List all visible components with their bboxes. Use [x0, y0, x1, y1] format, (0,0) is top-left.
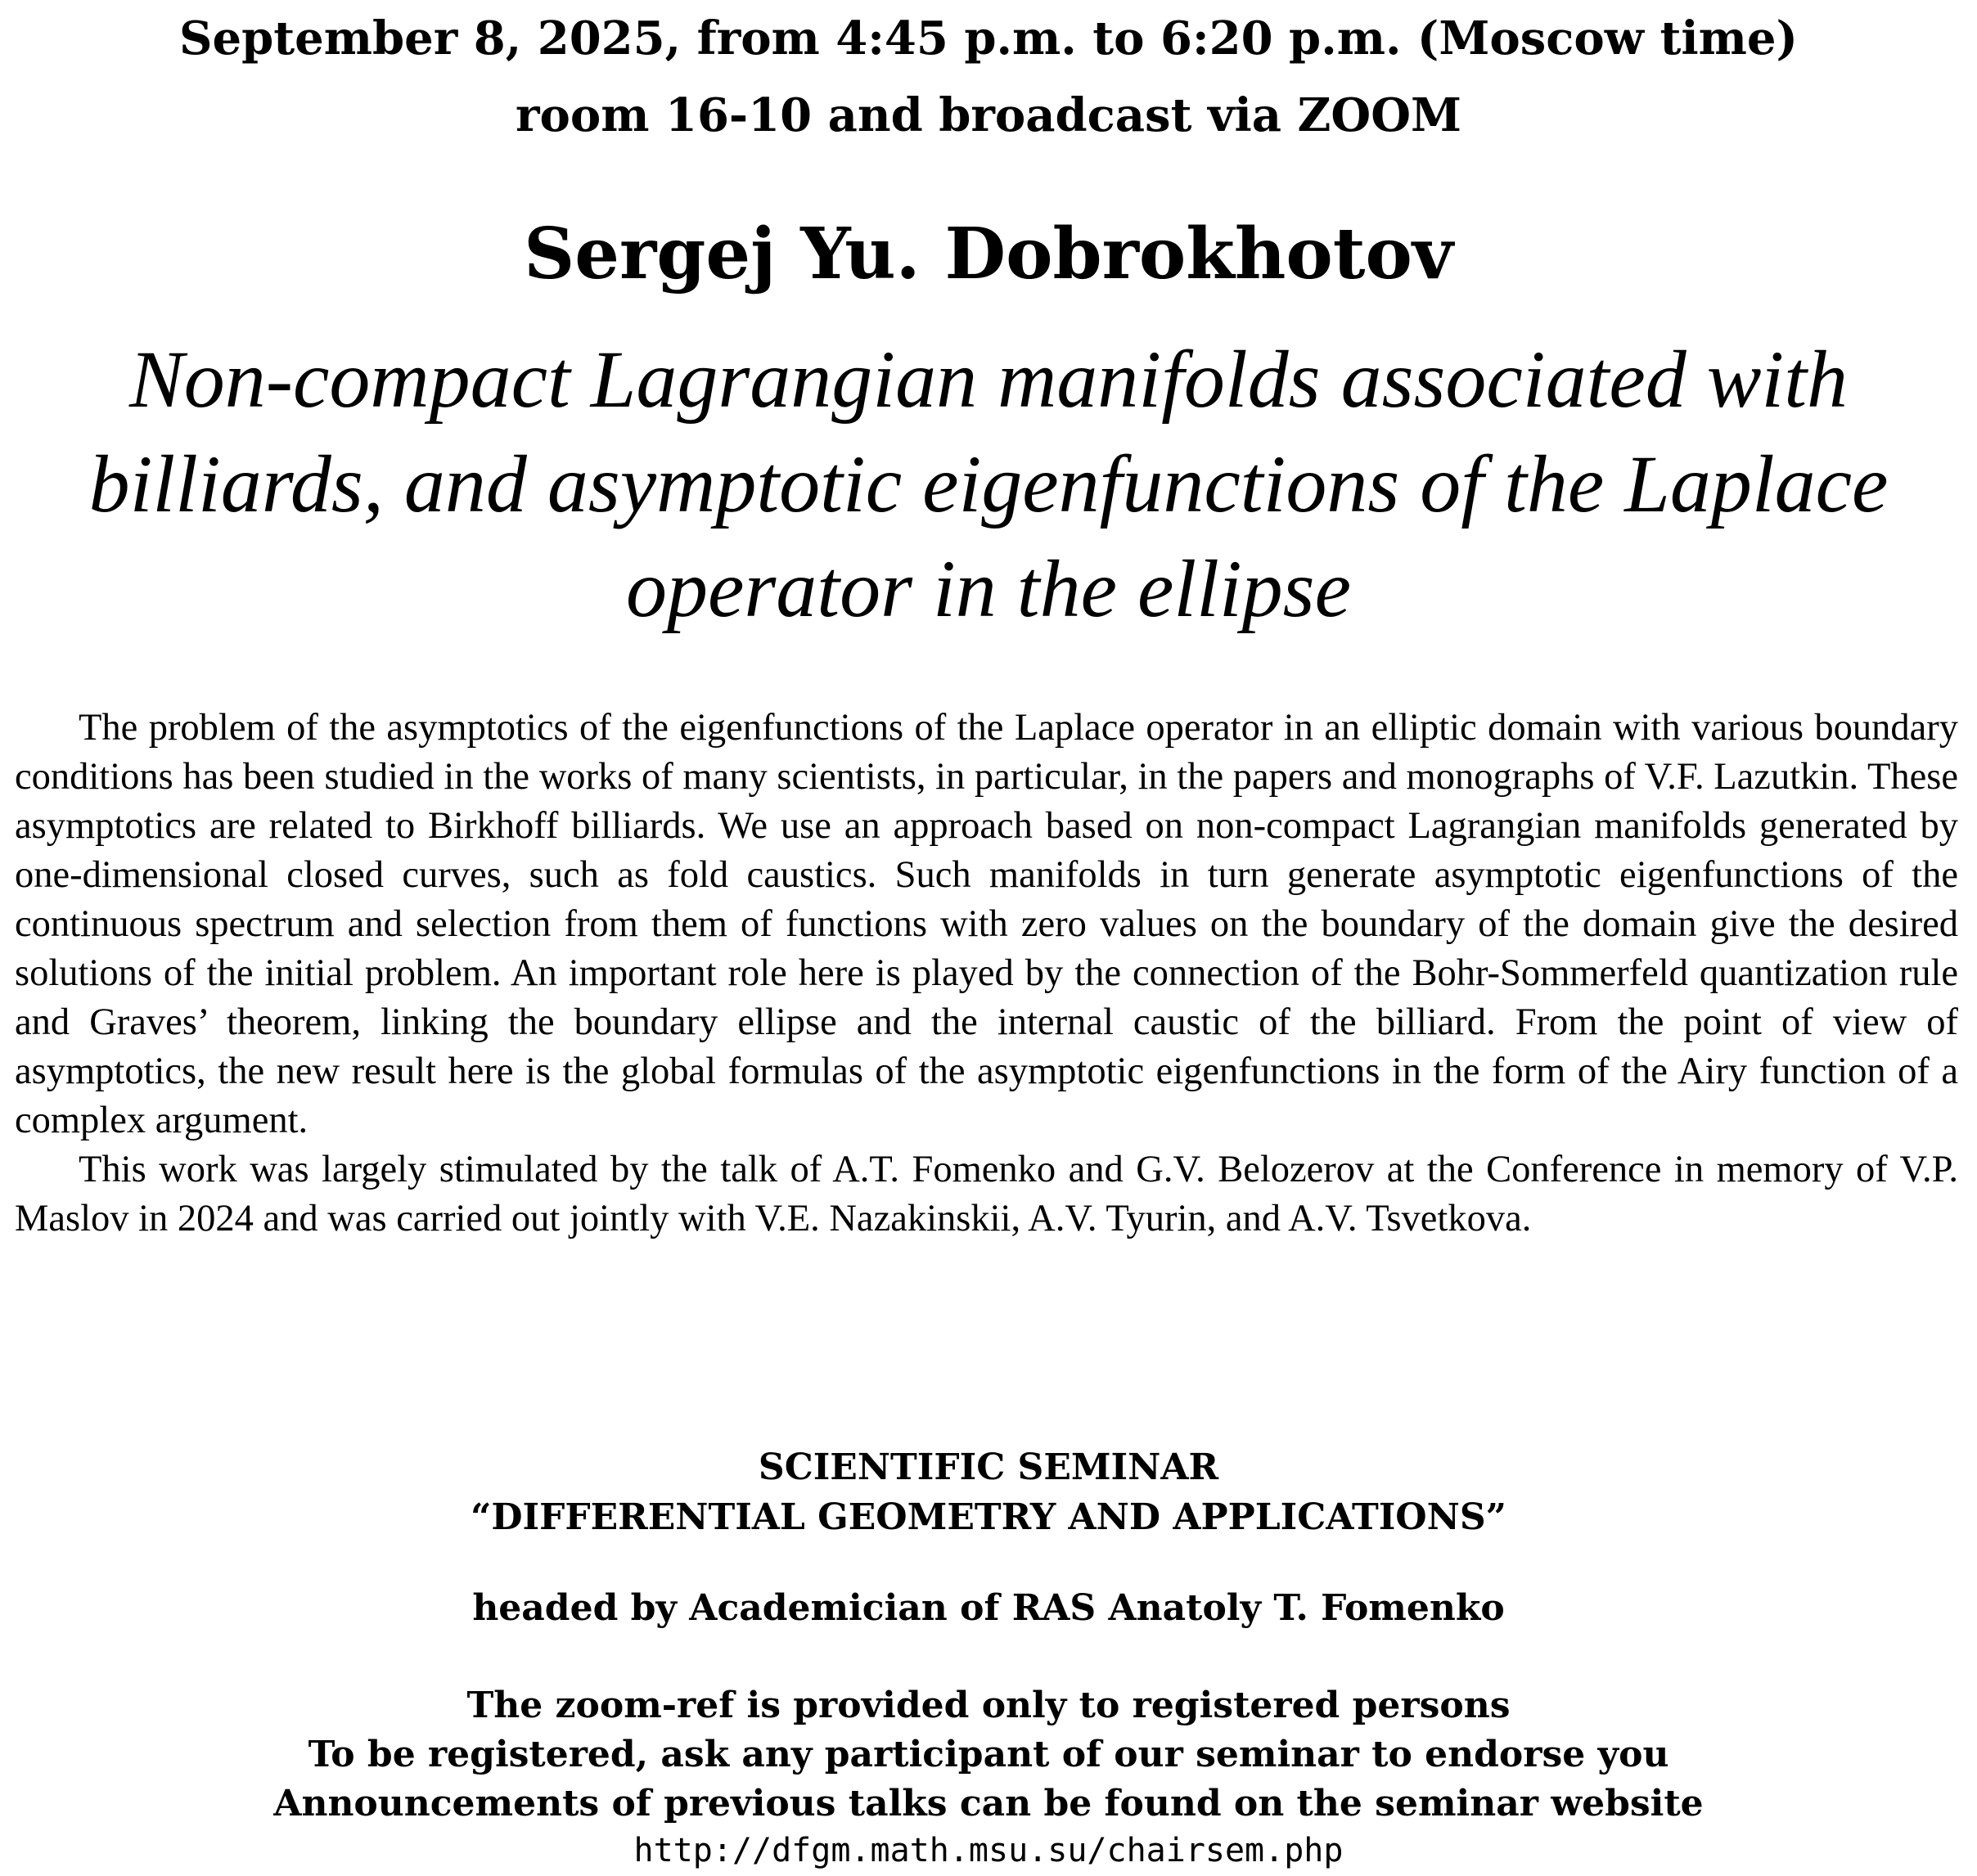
abstract	[15, 704, 1958, 1244]
previous-talks-note: Announcements of previous talks can be found on the seminar website	[273, 1783, 1704, 1824]
abstract-paragraph: This work was largely stimulated by the talk of A.T. Fomenko and G.V. Belozerov at the Conference in memory of V.P. Maslov in 2024 and was carried out jointly with V.E. Nazakinskii, A.V. Tyurin, and A.V. Tsvetkova.	[15, 1149, 1958, 1239]
abstract-paragraph: The problem of the asymptotics of the eigenfunctions of the Laplace operator in an elliptic domain with various boundary conditions has been studied in the works of many scientists, in particular, in the papers and monographs of V.F. Lazutkin. These asymptotics are related to Birkhoff billiards. We use an approach based on non-compact Lagrangian manifolds generated by one-dimensional closed curves, such as fold caustics. Such manifolds in turn generate asymptotic eigenfunctions of the continuous spectrum and selection from them of functions with zero values on the boundary of the domain give the desired solutions of the initial problem. An important role here is played by the connection of the Bohr-Sommerfeld quantization rule and Graves’ theorem, linking the boundary ellipse and the internal caustic of the billiard. From the point of view of asymptotics, the new result here is the global formulas of the asymptotic eigenfunctions in the form of the Airy function of a complex argument.	[15, 707, 1958, 1141]
talk-title: Non-compact Lagrangian manifolds associated with billiards, and asymptotic eigenfunctions of the Laplace operator in the ellipse	[88, 334, 1889, 634]
date-time-line: September 8, 2025, from 4:45 p.m. to 6:20 p.m. (Moscow time)	[179, 11, 1798, 65]
seminar-label: SCIENTIFIC SEMINAR	[758, 1446, 1219, 1488]
speaker-name: Sergej Yu. Dobrokhotov	[524, 213, 1453, 295]
registration-note: To be registered, ask any participant of our seminar to endorse you	[308, 1734, 1669, 1775]
seminar-name: “DIFFERENTIAL GEOMETRY AND APPLICATIONS”	[471, 1496, 1506, 1538]
seminar-website-link[interactable]: http://dfgm.math.msu.su/chairsem.php	[633, 1832, 1344, 1869]
venue-line: room 16-10 and broadcast via ZOOM	[516, 88, 1461, 142]
seminar-head: headed by Academician of RAS Anatoly T. Fomenko	[472, 1587, 1505, 1629]
zoom-note: The zoom-ref is provided only to registered persons	[466, 1685, 1511, 1726]
